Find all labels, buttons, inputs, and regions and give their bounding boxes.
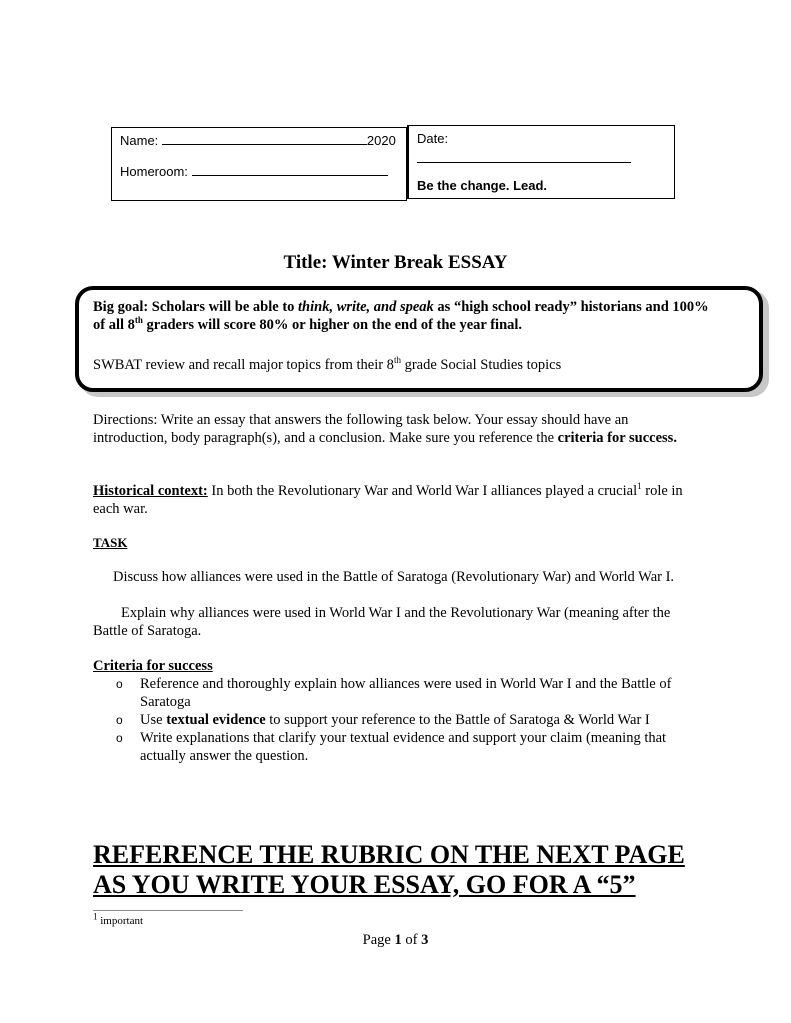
footnote-divider <box>93 910 243 911</box>
criteria-item-2-bold: textual evidence <box>166 712 266 728</box>
bullet-icon: o <box>116 713 123 727</box>
directions-text: Directions: Write an essay that answers the following task below. Your essay should have an introduction, body paragraph(s), and a conclusion. Make sure you reference the <box>93 412 629 446</box>
task-item-2: Explain why alliances were used in World War I and the Revolutionary War (meaning after the Battle of Saratoga. <box>93 605 671 639</box>
name-homeroom-box <box>111 127 407 201</box>
rubric-line-1: REFERENCE THE RUBRIC ON THE NEXT PAGE <box>93 840 685 869</box>
footnote-mark: 1 <box>93 911 98 922</box>
directions <box>93 411 693 447</box>
name-year: 2020 <box>366 133 396 148</box>
swbat-end: grade Social Studies topics <box>400 357 562 373</box>
big-goal <box>93 298 723 334</box>
date-box <box>407 125 675 199</box>
list-item <box>116 711 706 729</box>
homeroom-blank <box>192 175 388 176</box>
context-label: Historical context: <box>93 483 208 499</box>
context-text: In both the Revolutionary War and World War I alliances played a crucial <box>207 483 638 499</box>
swbat-sup: th <box>393 355 401 366</box>
task-item-1: Discuss how alliances were used in the Battle of Saratoga (Revolutionary War) and World War I. <box>113 569 675 585</box>
name-blank <box>162 144 367 145</box>
bullet-icon: o <box>116 731 123 745</box>
page-of: of <box>401 932 422 948</box>
footnote <box>93 911 144 927</box>
page-current: 1 <box>394 932 402 948</box>
footnote-text: important <box>97 915 144 927</box>
goal-end: graders will score 80% or higher on the end of the year final. <box>142 317 523 333</box>
page-number <box>0 932 791 949</box>
swbat <box>93 357 733 374</box>
criteria-item-2-start: Use <box>140 712 167 728</box>
goal-prefix: Big goal: Scholars will be able to <box>93 299 299 315</box>
criteria-heading: Criteria for success <box>93 658 213 674</box>
page-label: Page <box>362 932 395 948</box>
name-label: Name: <box>120 133 159 148</box>
name-line <box>120 133 396 148</box>
page-title: Title: Winter Break ESSAY <box>283 252 508 273</box>
homeroom-label: Homeroom: <box>120 164 188 179</box>
goal-emphasis: think, write, and speak <box>298 299 434 315</box>
homeroom-line <box>120 164 388 179</box>
criteria-list <box>116 675 706 765</box>
bullet-icon: o <box>116 677 123 691</box>
date-label: Date: <box>417 131 449 146</box>
list-item <box>116 675 706 711</box>
goal-mid: as “high school ready” historians and 100% of all 8 <box>93 299 709 333</box>
criteria-item-3: Write explanations that clarify your textual evidence and support your claim (meaning that actually answer the question. <box>140 730 667 764</box>
rubric-reminder <box>93 840 685 900</box>
historical-context <box>93 482 703 518</box>
swbat-start: SWBAT review and recall major topics from their 8 <box>93 357 394 373</box>
context-footnote-mark: 1 <box>637 481 642 492</box>
date-blank <box>417 162 631 163</box>
page-total: 3 <box>421 932 429 948</box>
criteria-item-2-end: to support your reference to the Battle of Saratoga & World War I <box>265 712 650 728</box>
directions-bold: criteria for success. <box>557 430 677 446</box>
context-text-end: role in each war. <box>93 483 683 517</box>
criteria-item-1: Reference and thoroughly explain how alliances were used in World War I and the Battle of Saratoga <box>140 676 672 710</box>
motto: Be the change. Lead. <box>417 178 548 193</box>
list-item <box>116 729 706 765</box>
goal-sup: th <box>134 315 143 326</box>
rubric-line-2: AS YOU WRITE YOUR ESSAY, GO FOR A “5” <box>93 870 636 899</box>
task-heading: TASK <box>93 535 128 550</box>
